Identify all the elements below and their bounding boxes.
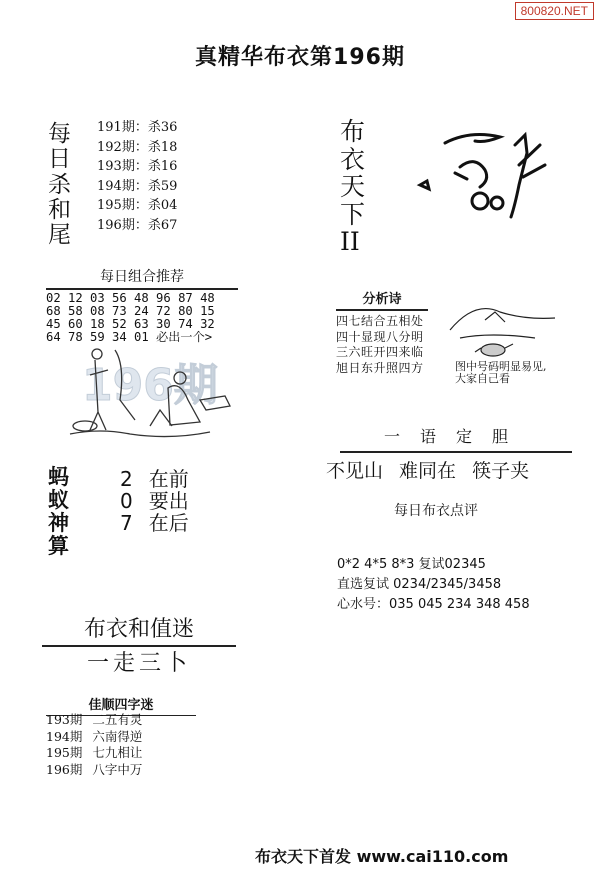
kill-tail-row: 191期：杀36 — [97, 120, 178, 135]
poem-note — [455, 361, 547, 385]
four-char-row — [46, 762, 142, 779]
kill-tail-row: 194期：杀59 — [97, 178, 178, 194]
mayi-row — [120, 490, 189, 512]
mayi-label-char: 神 — [48, 511, 69, 536]
four-char-period: 196期 — [46, 761, 83, 777]
right-title-char: 布 — [340, 117, 366, 146]
kill-tail-row: 196期：杀67 — [97, 217, 178, 233]
site-stamp: 800820.NET — [515, 2, 594, 20]
four-char-period: 195期 — [46, 745, 83, 760]
issue-watermark: 196期 — [82, 360, 218, 411]
kill-tail-label-char: 和 — [48, 196, 71, 223]
kill-tail-row: 192期：杀18 — [97, 139, 178, 155]
poem-line: 四七结合五相处 — [336, 314, 424, 328]
combo-section — [46, 266, 238, 344]
kill-tail-row: 193期：杀16 — [97, 159, 178, 174]
yiyu-text: 不见山 难同在 筷子夹 — [326, 460, 530, 482]
mayi-label — [48, 466, 69, 558]
mayi-text: 在后 — [148, 511, 189, 535]
combo-lines — [46, 292, 238, 344]
right-vertical-title — [340, 118, 365, 256]
hezhi-title: 布衣和值迷 — [42, 612, 236, 647]
review-lines — [337, 555, 530, 615]
right-title-char: 下 — [340, 199, 366, 229]
mayi-text: 要出 — [148, 489, 189, 513]
poem-line: 三六旺开四来临 — [336, 345, 424, 359]
mayi-row — [120, 468, 189, 490]
page-title: 真精华布衣第196期 — [195, 45, 405, 70]
poem-section — [336, 288, 428, 376]
poem-lines — [336, 314, 428, 376]
kill-tail-label-char: 每 — [48, 121, 71, 147]
poem-title: 分析诗 — [336, 288, 428, 311]
right-title-char: II — [340, 227, 360, 256]
review-title: 每日布衣点评 — [394, 503, 478, 519]
mayi-label-char: 蚁 — [48, 488, 69, 513]
mayi-label-char: 蚂 — [48, 465, 69, 489]
mayi-number: 0 — [120, 489, 133, 513]
mayi-label-char: 算 — [48, 534, 69, 559]
four-char-text: 七九相让 — [92, 745, 143, 760]
bird-sketch-illustration — [415, 125, 565, 235]
review-line: 直选复试 0234/2345/3458 — [337, 577, 502, 592]
review-line: 0*2 4*5 8*3 复试02345 — [337, 557, 486, 572]
mayi-number: 2 — [120, 467, 133, 491]
right-title-char: 衣 — [340, 144, 366, 174]
mountain-sketch-illustration — [445, 290, 560, 360]
footer-text: 布衣天下首发 www.cai110.com — [255, 847, 509, 866]
mayi-number: 7 — [120, 511, 133, 535]
four-char-row — [46, 712, 142, 729]
kill-tail-label-char: 尾 — [48, 222, 71, 249]
hezhi-text: 一走三卜 — [86, 651, 191, 676]
poem-line: 四十显现八分明 — [336, 329, 424, 344]
combo-line: 68 58 08 73 24 72 80 15 — [46, 304, 215, 318]
poem-line: 旭日东升照四方 — [336, 360, 424, 375]
mayi-row — [120, 512, 189, 534]
four-char-period: 194期 — [46, 728, 83, 744]
kill-tail-row: 195期：杀04 — [97, 198, 178, 213]
yiyu-title: 一语定胆 — [340, 424, 572, 453]
four-char-list — [46, 712, 142, 778]
four-char-text: 二五有灵 — [92, 712, 143, 727]
four-char-text: 八字中万 — [92, 761, 143, 777]
four-char-title: 佳顺四字迷 — [46, 694, 196, 716]
poem-note-line: 大家自己看 — [455, 372, 510, 385]
review-line: 心水号：035 045 234 348 458 — [337, 597, 530, 612]
combo-line: 02 12 03 56 48 96 87 48 — [46, 291, 215, 305]
scholars-illustration — [60, 330, 250, 440]
right-title-char: 天 — [340, 172, 366, 201]
kill-tail-label-char: 日 — [48, 146, 71, 173]
four-char-row — [46, 729, 142, 746]
combo-title: 每日组合推荐 — [46, 266, 238, 290]
kill-tail-list — [97, 118, 177, 235]
kill-tail-label-char: 杀 — [48, 171, 71, 198]
mayi-text: 在前 — [148, 467, 189, 491]
four-char-text: 六南得逆 — [92, 728, 143, 744]
mayi-rows — [120, 468, 189, 534]
four-char-row — [46, 745, 142, 762]
combo-line: 45 60 18 52 63 30 74 32 — [46, 317, 215, 331]
poem-note-line: 图中号码明显易见, — [455, 360, 547, 373]
kill-tail-label — [48, 122, 71, 248]
combo-line: 64 78 59 34 01 必出一个> — [46, 330, 213, 344]
four-char-period: 193期 — [46, 712, 83, 727]
